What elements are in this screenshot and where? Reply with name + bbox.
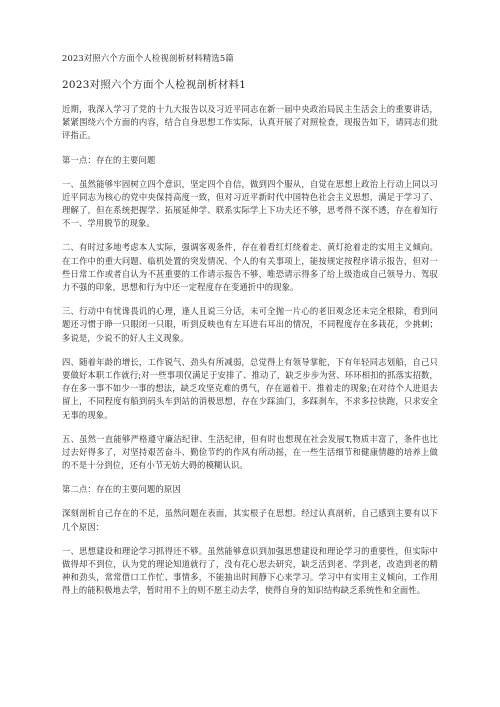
document-title: 2023对照六个方面个人检视剖析材料1 — [62, 79, 247, 91]
problem-paragraph-3: 三、行动中有忧谗畏讥的心理，逢人且说三分话，未可全抛一片心的老旧观念还未完全根除，看到问题还习惯于睁一只眼闭一只眼，听到反映也有左耳进右耳出的情况，不同程度存在多栽花，少挑刺；多说是，少说不的好人主义现象。 — [62, 306, 438, 343]
section-heading-problems: 第一点：存在的主要问题 — [62, 154, 156, 165]
problem-paragraph-1: 一、虽然能够牢固树立四个意识，坚定四个自信，做到四个服从，自觉在思想上政治上行动上同以习近平同志为核心的党中央保持高度一致，但对习近平新时代中国特色社会主义思想，满足于学习了、理解了，但在系统把握学、拓展延伸学、联系实际学上下功夫还不够，思考得不深不透，存在着知行不一、学用脱节的现象。 — [62, 178, 438, 229]
document-header: 2023对照六个方面个人检视剖析材料精选5篇 — [62, 53, 234, 63]
cause-paragraph-1: 一、思想建设和理论学习抓得还不够。虽然能够意识到加强思想建设和理论学习的重要性，但实际中做得却不到位，认为党的理论知道就行了，没有花心思去研究，缺乏活到老、学到老，改造到老的精神和劲头，常常借口工作忙、事情多，不能抽出时间静下心来学习。学习中有实用主义倾向，工作用得上的能积极地去学，暂时用不上的则不愿主动去学，使得自身的知识结构缺乏系统性和全面性。 — [62, 545, 438, 596]
problem-paragraph-2: 二、有时过多地考虑本人实际，强调客观条件，存在着看红灯绕着走、黄灯抢着走的实用主义倾向。在工作中的重大问题、临机处置的突发情况、个人的有关事项上，能按规定按程序请示报告，但对一些日常工作或者自认为不甚重要的工作请示报告不够，唯恐请示得多了给上级造成自己领导力、驾驭力不强的印象，思想和行为中还一定程度存在变通折中的现象。 — [62, 242, 438, 293]
causes-intro-paragraph: 深刻剖析自己存在的不足，虽然问题在表面，其实根子在思想。经过认真剖析，自己感到主要有以下几个原因： — [62, 508, 438, 532]
problem-paragraph-4: 四、随着年龄的增长，工作锐气、劲头有所减弱，总觉得上有领导掌舵，下有年轻同志划船，自己只要做好本职工作就行;对一些事项仅满足于安排了、推动了，缺乏步步为营、环环相扣的抓落实招数，存在多一事不如少一事的想法，缺乏攻坚克难的勇气，存在逼着干、推着走的现象;在对待个人进退去留上，不同程度有船到码头车到站的消极思想，存在少踩油门，多踩刹车，不求多拉快跑，只求安全无事的现象。 — [62, 356, 438, 420]
section-heading-causes: 第二点：存在的主要问题的原因 — [62, 484, 181, 495]
intro-paragraph: 近期，我深入学习了党的十九大报告以及习近平同志在新一届中央政治局民主生活会上的重要讲话，紧紧围绕六个方面的内容，结合自身思想工作实际，认真开展了对照检查，现报告如下，请同志们批评指正。 — [62, 104, 438, 141]
problem-paragraph-5: 五、虽然一直能够严格遵守廉洁纪律、生活纪律，但有时也想现在社会发展T,物质丰富了，条件也比过去好得多了，对坚持艰苦奋斗、勤俭节约的作风有所动摇，在一些生活细节和健康情趣的培养上做的不是十分到位，还有小节无妨大碍的模糊认识。 — [62, 433, 438, 471]
